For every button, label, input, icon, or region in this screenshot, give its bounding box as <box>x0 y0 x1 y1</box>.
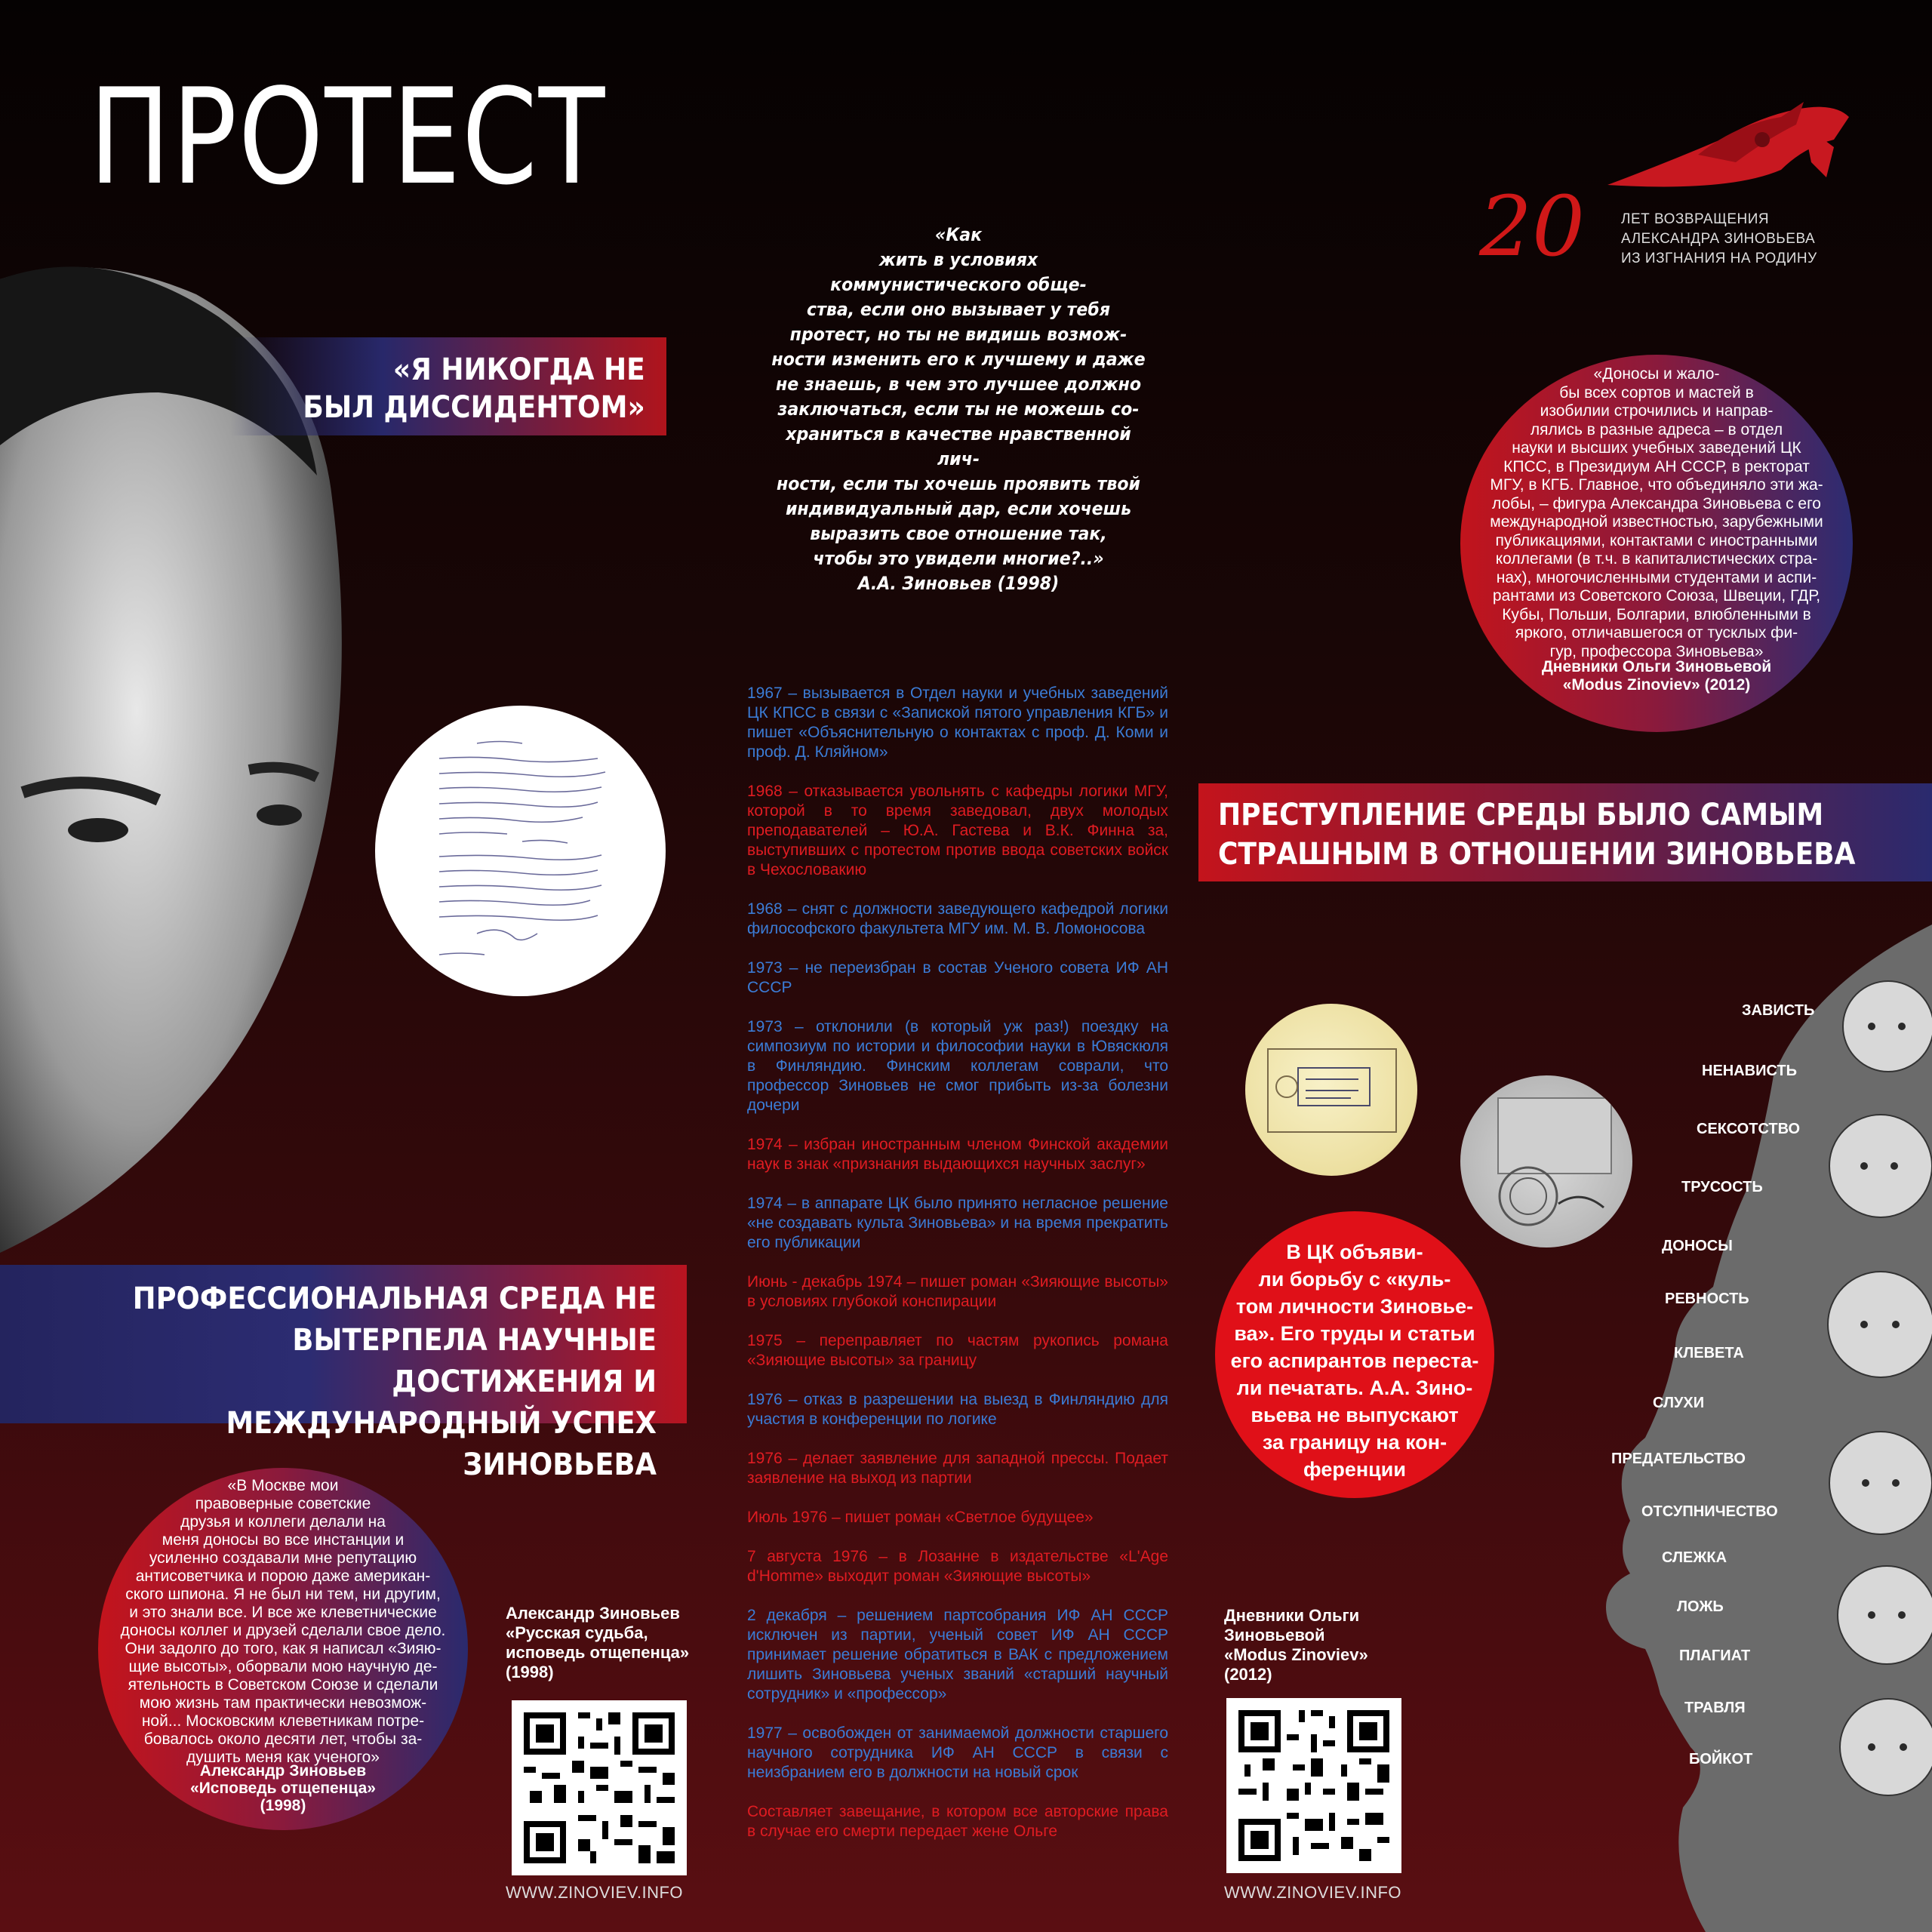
quote-line: индивидуальный дар, если хочешь <box>785 498 1132 519</box>
timeline-item: 1974 – в аппарате ЦК было принято негласное решение «не создавать культа Зиновьева» и на время прекратить его публикации <box>747 1195 1168 1251</box>
timeline-item: 1976 – делает заявление для западной прессы. Подает заявление на выход из партии <box>747 1450 1168 1487</box>
quote-line: заключаться, если ты не можешь со- <box>777 398 1140 420</box>
timeline-item: 2 декабря – решением партсобрания ИФ АН СССР исключен из партии, ученый совет ИФ АН СССР принимает решение обратиться в ВАК с предложением лишить Зиновьева ученых званий «старший научный сотрудник» и «профессор» <box>747 1607 1168 1703</box>
silhouette-word: СЕКСОТСТВО <box>1697 1121 1801 1137</box>
circle-line: лялись в разные адреса – в отдел <box>1530 420 1783 438</box>
website-link-right[interactable]: WWW.ZINOVIEV.INFO <box>1224 1883 1402 1902</box>
quote-author: А.А. Зиновьев (1998) <box>857 573 1060 594</box>
quote-line: ства, если оно вызывает у тебя <box>806 299 1111 320</box>
credit-line: Дневники Ольги <box>1224 1606 1360 1625</box>
quote-line: протест, но ты не видишь возмож- <box>789 324 1128 345</box>
credit-book <box>506 1604 689 1682</box>
circle-line: рантами из Советского Союза, Швеции, ГДР, <box>1492 587 1821 605</box>
circle-source: «Исповедь отщепенца» <box>190 1780 376 1797</box>
banner-line: ПРЕСТУПЛЕНИЕ СРЕДЫ БЫЛО САМЫМ <box>1218 798 1824 832</box>
logo-number: 20 <box>1479 178 1585 275</box>
silhouette-word: ДОНОСЫ <box>1662 1238 1733 1254</box>
silhouette-word: НЕНАВИСТЬ <box>1702 1063 1798 1079</box>
circle-line: изобилии строчились и направ- <box>1540 402 1774 420</box>
timeline-item: 1976 – отказ в разрешении на выезд в Финляндию для участия в конференции по логике <box>747 1391 1168 1428</box>
banner-line: МЕЖДУНАРОДНЫЙ УСПЕХ ЗИНОВЬЕВА <box>226 1406 657 1482</box>
circle-line: публикациями, контактами с иностранными <box>1495 531 1818 549</box>
page-title: ПРОТЕСТ <box>89 61 607 214</box>
silhouette-word: ПРЕДАТЕЛЬСТВО <box>1611 1451 1746 1467</box>
silhouette-word: РЕВНОСТЬ <box>1665 1291 1749 1307</box>
silhouette-word: СЛЕЖКА <box>1662 1549 1727 1566</box>
circle-line: коллегами (в т.ч. в капиталистических стра- <box>1495 550 1818 568</box>
timeline-item: 1974 – избран иностранным членом Финской академии наук в знак «признания выдающихся научных заслуг» <box>747 1136 1168 1173</box>
quote-line: «Как <box>934 224 983 245</box>
credit-line: исповедь отщепенца» <box>506 1643 690 1662</box>
quote-line: чтобы это увидели многие?..» <box>813 548 1104 569</box>
circle-line: бы всех сортов и мастей в <box>1559 383 1754 401</box>
credit-line: «Русская судьба, <box>506 1623 648 1642</box>
circle-line: вьева не выпускают <box>1251 1404 1459 1426</box>
silhouette-word: ЛОЖЬ <box>1677 1598 1724 1615</box>
circle-line: В ЦК объяви- <box>1286 1241 1423 1263</box>
timeline-item: Июнь - декабрь 1974 – пишет роман «Зияющие высоты» в условиях глубокой конспирации <box>747 1273 1168 1310</box>
circle-line: мою жизнь там практически невозмож- <box>139 1694 427 1712</box>
website-link-left[interactable]: WWW.ZINOVIEV.INFO <box>506 1883 684 1902</box>
timeline-item: Июль 1976 – пишет роман «Светлое будущее» <box>747 1509 1094 1526</box>
timeline-item: 1973 – отклонили (в который уж раз!) поездку на симпозиум по истории и философии науки в Ювяскюля в Финляндию. Финским коллегам соврали, что профессор Зиновьев не смог прибыть из-за болезни дочери <box>747 1018 1168 1114</box>
qr-code-right[interactable] <box>1226 1698 1401 1873</box>
timeline-item: 1968 – отказывается увольнять с кафедры логики МГУ, которой в то время заведовал, двух молодых преподавателей – Ю.А. Гастева и В.К. Финна за, выступивших с протестом против ввода советских войск в Чехословакию <box>747 783 1168 878</box>
credit-diaries <box>1224 1606 1368 1684</box>
timeline-item: Составляет завещание, в котором все авторские права в случае его смерти передает жене Ольге <box>747 1803 1168 1840</box>
logo-line: АЛЕКСАНДРА ЗИНОВЬЕВА <box>1621 231 1816 247</box>
circle-line: душить меня как ученого» <box>186 1749 380 1766</box>
silhouette-word: ТРУСОСТЬ <box>1681 1179 1763 1195</box>
circle-line: щие высоты», оборвали мою научную де- <box>128 1658 438 1675</box>
circle-line: гур, профессора Зиновьева» <box>1549 642 1764 660</box>
circle-line: меня доносы во все инстанции и <box>162 1531 405 1549</box>
circle-line: том личности Зиновье- <box>1235 1295 1474 1318</box>
circle-line: доносы коллег и друзей сделали свое дело. <box>120 1622 446 1639</box>
logo-line: ИЗ ИЗГНАНИЯ НА РОДИНУ <box>1621 251 1817 266</box>
qr-code-icon <box>1226 1698 1401 1873</box>
credit-line: Зиновьевой <box>1224 1626 1325 1644</box>
circle-source: Дневники Ольги Зиновьевой <box>1541 658 1772 675</box>
circle-line: ского шпиона. Я не был ни тем, ни другим, <box>125 1586 441 1603</box>
party-card-photo <box>1245 1004 1417 1176</box>
circle-line: его аспирантов переста- <box>1230 1349 1479 1372</box>
credit-line: (2012) <box>1224 1665 1272 1684</box>
quote-circle-confession <box>98 1468 468 1830</box>
banner-professional <box>0 1265 687 1482</box>
quote-line: ности, если ты хочешь проявить твой <box>776 473 1141 494</box>
quote-line: жить в условиях <box>878 249 1038 270</box>
circle-line: «В Москве мои <box>227 1477 339 1494</box>
circle-line: науки и высших учебных заведений ЦК <box>1512 439 1801 457</box>
silhouette-word: КЛЕВЕТА <box>1674 1345 1744 1361</box>
circle-source: «Modus Zinoviev» (2012) <box>1562 676 1751 694</box>
circle-line: антисоветчика и порою даже американ- <box>135 1567 431 1585</box>
circle-line: усиленно создавали мне репутацию <box>149 1549 417 1567</box>
stamp-document-icon <box>1245 1004 1417 1176</box>
logo-text <box>1621 210 1817 269</box>
center-quote <box>764 223 1152 596</box>
handwriting-scribble-icon <box>432 736 613 962</box>
circle-line: Кубы, Польши, Болгарии, влюбленными в <box>1502 605 1811 623</box>
circle-line: и это знали все. И все же клеветнические <box>129 1604 437 1621</box>
silhouette-word: БОЙКОТ <box>1689 1751 1753 1767</box>
timeline-item: 1967 – вызывается в Отдел науки и учебных заведений ЦК КПСС в связи с «Запиской пятого управления КГБ» и пишет «Объяснительную о контактах с проф. Д. Коми и проф. Д. Кляйном» <box>747 685 1168 761</box>
timeline-item: 1968 – снят с должности заведующего кафедрой логики философского факультета МГУ им. М. В. Ломоносова <box>747 900 1168 937</box>
circle-line: ятельность в Советском Союзе и сделали <box>128 1676 438 1694</box>
silhouette-word: ЗАВИСТЬ <box>1742 1002 1815 1019</box>
circle-line: ли печатать. А.А. Зино- <box>1236 1377 1473 1399</box>
circle-line: МГУ, в КГБ. Главное, что объединяло эти жа- <box>1490 476 1823 494</box>
circle-line: друзья и коллеги делали на <box>180 1513 386 1531</box>
banner-line: ПРОФЕССИОНАЛЬНАЯ СРЕДА НЕ <box>132 1281 657 1316</box>
banner-dissident <box>230 337 666 435</box>
quote-line: коммунистического обще- <box>830 274 1087 295</box>
qr-code-left[interactable] <box>512 1700 687 1875</box>
circle-source: (1998) <box>260 1797 306 1814</box>
circle-line: правоверные советские <box>195 1495 371 1512</box>
silhouette-word: СЛУХИ <box>1653 1395 1705 1411</box>
quote-line: ности изменить его к лучшему и даже <box>771 349 1146 370</box>
circle-line: ли борьбу с «куль- <box>1258 1268 1451 1291</box>
timeline-item: 7 августа 1976 – в Лозанне в издательстве «L'Age d'Homme» выходит роман «Зияющие высоты» <box>747 1548 1168 1585</box>
silhouette-word: ОТСУПНИЧЕСТВО <box>1641 1503 1778 1520</box>
circle-line: ва». Его труды и статьи <box>1234 1322 1475 1345</box>
circle-line: Они задолго до того, как я написал «Зияю- <box>125 1640 441 1657</box>
credit-line: (1998) <box>506 1663 554 1681</box>
circle-line: нах), многочисленными студентами и аспи- <box>1496 568 1817 586</box>
circle-line: ной... Московским клеветникам потре- <box>141 1712 425 1730</box>
banner-line: СТРАШНЫМ В ОТНОШЕНИИ ЗИНОВЬЕВА <box>1218 837 1856 872</box>
circle-line: яркого, отличавшегося от тусклых фи- <box>1515 624 1798 641</box>
circle-source: Александр Зиновьев <box>199 1762 367 1780</box>
horses-logo-icon <box>1607 94 1857 200</box>
logo-line: ЛЕТ ВОЗВРАЩЕНИЯ <box>1621 211 1770 227</box>
silhouette-word: ТРАВЛЯ <box>1684 1700 1746 1716</box>
circle-line: ференции <box>1303 1458 1406 1481</box>
quote-circle-diaries <box>1460 355 1853 732</box>
circle-line: международной известностью, зарубежными <box>1490 513 1823 531</box>
credit-line: «Modus Zinoviev» <box>1224 1645 1368 1664</box>
handwritten-document-image <box>375 706 666 996</box>
circle-line: за границу на кон- <box>1262 1431 1447 1454</box>
banner-line: ВЫТЕРПЕЛА НАУЧНЫЕ ДОСТИЖЕНИЯ И <box>292 1323 657 1399</box>
cult-struggle-circle <box>1215 1211 1494 1498</box>
qr-code-icon <box>512 1700 687 1875</box>
timeline <box>747 684 1168 1861</box>
quote-line: не знаешь, в чем это лучшее должно <box>775 374 1142 395</box>
timeline-item: 1977 – освобожден от занимаемой должности старшего научного сотрудника ИФ АН СССР в связи с неизбранием его в должности на новый срок <box>747 1724 1168 1781</box>
banner-line: БЫЛ ДИССИДЕНТОМ» <box>303 390 645 425</box>
silhouette-word: ПЛАГИАТ <box>1679 1647 1751 1664</box>
circle-line: КПСС, в Президиум АН СССР, в ректорат <box>1503 457 1810 475</box>
circle-line: бовалось около десяти лет, чтобы за- <box>143 1730 423 1748</box>
banner-crime <box>1198 783 1932 881</box>
circle-line: «Доносы и жало- <box>1593 365 1720 383</box>
timeline-item: 1973 – не переизбран в состав Ученого совета ИФ АН СССР <box>747 959 1168 996</box>
quote-line: выразить свое отношение так, <box>810 523 1107 544</box>
timeline-item: 1975 – переправляет по частям рукопись романа «Зияющие высоты» за границу <box>747 1332 1168 1369</box>
banner-line: «Я НИКОГДА НЕ <box>393 352 645 387</box>
quote-line: храниться в качестве нравственной лич- <box>786 423 1131 469</box>
circle-line: лобы, – фигура Александра Зиновьева с его <box>1492 494 1821 512</box>
credit-line: Александр Зиновьев <box>506 1604 680 1623</box>
